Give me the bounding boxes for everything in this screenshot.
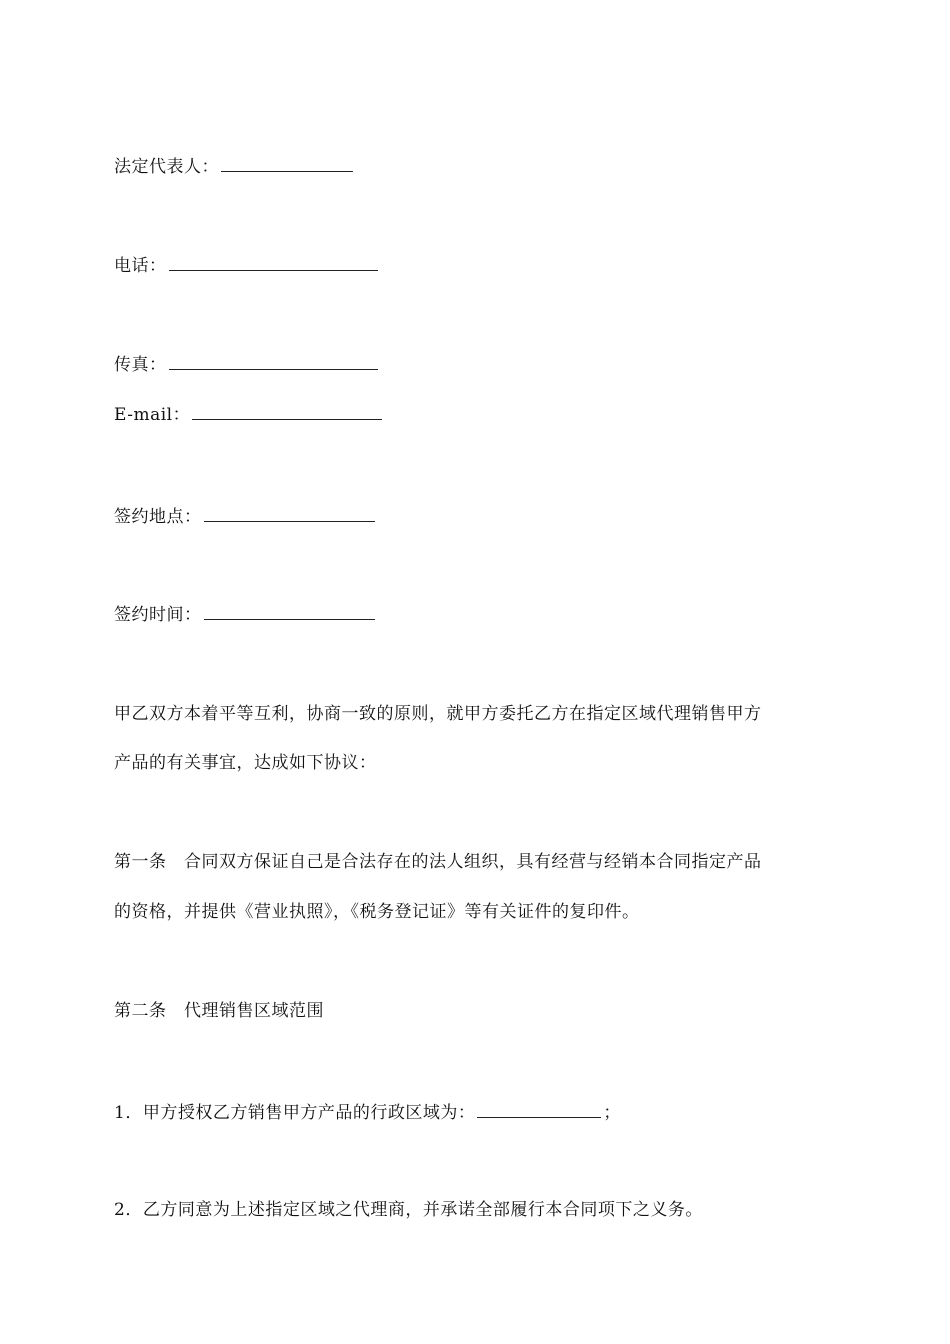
article2-heading: 第二条 代理销售区域范围	[114, 1001, 324, 1021]
article2-item-1	[114, 1101, 621, 1124]
intro-line-2: 产品的有关事宜，达成如下协议：	[114, 753, 377, 773]
legal-rep-blank[interactable]	[221, 155, 353, 172]
article2-item-2: 2．乙方同意为上述指定区域之代理商，并承诺全部履行本合同项下之义务。	[114, 1200, 703, 1220]
phone-field	[114, 254, 378, 277]
email-blank[interactable]	[192, 403, 382, 420]
article1-line-2: 的资格，并提供《营业执照》，《税务登记证》等有关证件的复印件。	[114, 902, 640, 922]
region-blank[interactable]	[477, 1101, 601, 1118]
email-field	[114, 403, 382, 426]
intro-line-1: 甲乙双方本着平等互利，协商一致的原则，就甲方委托乙方在指定区域代理销售甲方	[114, 704, 762, 724]
legal-rep-field	[114, 155, 353, 178]
fax-field	[114, 353, 378, 376]
article2-item-1-text: 1．甲方授权乙方销售甲方产品的行政区域为：	[114, 1103, 476, 1123]
legal-rep-label: 法定代表人：	[114, 157, 219, 177]
phone-label: 电话：	[114, 256, 167, 276]
sign-time-blank[interactable]	[204, 603, 375, 620]
article2-item-1-end: ；	[603, 1103, 621, 1123]
sign-place-label: 签约地点：	[114, 507, 202, 527]
phone-blank[interactable]	[169, 254, 378, 271]
fax-blank[interactable]	[169, 353, 378, 370]
article1-line-1: 第一条 合同双方保证自己是合法存在的法人组织，具有经营与经销本合同指定产品	[114, 852, 762, 872]
sign-place-field	[114, 505, 375, 528]
sign-time-label: 签约时间：	[114, 605, 202, 625]
sign-place-blank[interactable]	[204, 505, 375, 522]
email-label: E-mail：	[114, 405, 191, 425]
fax-label: 传真：	[114, 355, 167, 375]
sign-time-field	[114, 603, 375, 626]
